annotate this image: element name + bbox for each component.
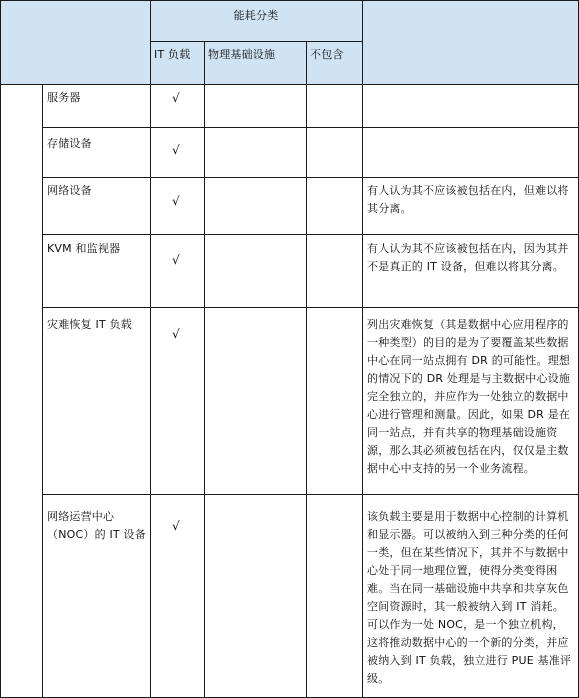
grid-line <box>42 307 579 308</box>
grid-line <box>42 127 579 128</box>
check-mark: √ <box>172 519 180 533</box>
grid-line <box>42 177 579 178</box>
grid-line <box>0 84 579 85</box>
row-note: 有人认为其不应该被包括在内，但难以将其分离。 <box>367 184 569 215</box>
header-col-it-load: IT 负载 <box>154 48 191 61</box>
row-item-label: KVM 和监视器 <box>47 242 121 255</box>
header-col-excluded: 不包含 <box>310 48 344 61</box>
grid-line <box>42 234 579 235</box>
row-item-label: 灾难恢复 IT 负载 <box>47 318 132 331</box>
grid-line <box>362 0 363 698</box>
check-mark: √ <box>172 253 180 267</box>
row-item-label: 网络运营中心（NOC）的 IT 设备 <box>47 510 146 541</box>
row-note: 该负载主要是用于数据中心控制的计算机和显示器。可以被纳入到三种分类的任何一类，但在某些情况下，其并不与数据中心处于同一地理位置，使得分类变得困难。当在同一基础设施中共享和共享灰色空间资源时，其一般被纳入到 IT 消耗。可以作为一处 NOC，是一个独立机构，这将推动数据中心的一个新的分类，并应被纳入到 IT 负载，独立进行 PUE 基准评级。 <box>367 510 572 685</box>
row-note: 列出灾难恢复（其是数据中心应用程序的一种类型）的目的是为了要覆盖某些数据中心在同一站点拥有 DR 的可能性。理想的情况下的 DR 处理是与主数据中心设施完全独立的，并应作为一处独立的数据中心进行管理和测量。因此，如果 DR 是在同一站点，并有共享的物理基础设施资源，那么其必须被包括在内，仅仅是主数据中心中支持的另一个业务流程。 <box>367 318 571 475</box>
row-note: 有人认为其不应该被包括在内，因为其并不是真正的 IT 设备，但难以将其分离。 <box>367 242 569 273</box>
check-mark: √ <box>172 91 180 105</box>
grid-line <box>0 0 579 1</box>
header-group-label: 能耗分类 <box>233 9 279 22</box>
grid-line <box>0 0 1 698</box>
grid-line <box>42 494 579 495</box>
check-mark: √ <box>172 194 180 208</box>
grid-line <box>150 0 151 698</box>
grid-line <box>42 84 43 698</box>
check-mark: √ <box>172 327 180 341</box>
row-item-label: 服务器 <box>47 91 81 104</box>
grid-line <box>150 41 362 42</box>
header-col-infrastructure: 物理基础设施 <box>208 48 276 61</box>
grid-line <box>306 41 307 698</box>
check-mark: √ <box>172 143 180 157</box>
grid-line <box>204 41 205 698</box>
row-item-label: 存储设备 <box>47 137 92 150</box>
row-item-label: 网络设备 <box>47 184 92 197</box>
